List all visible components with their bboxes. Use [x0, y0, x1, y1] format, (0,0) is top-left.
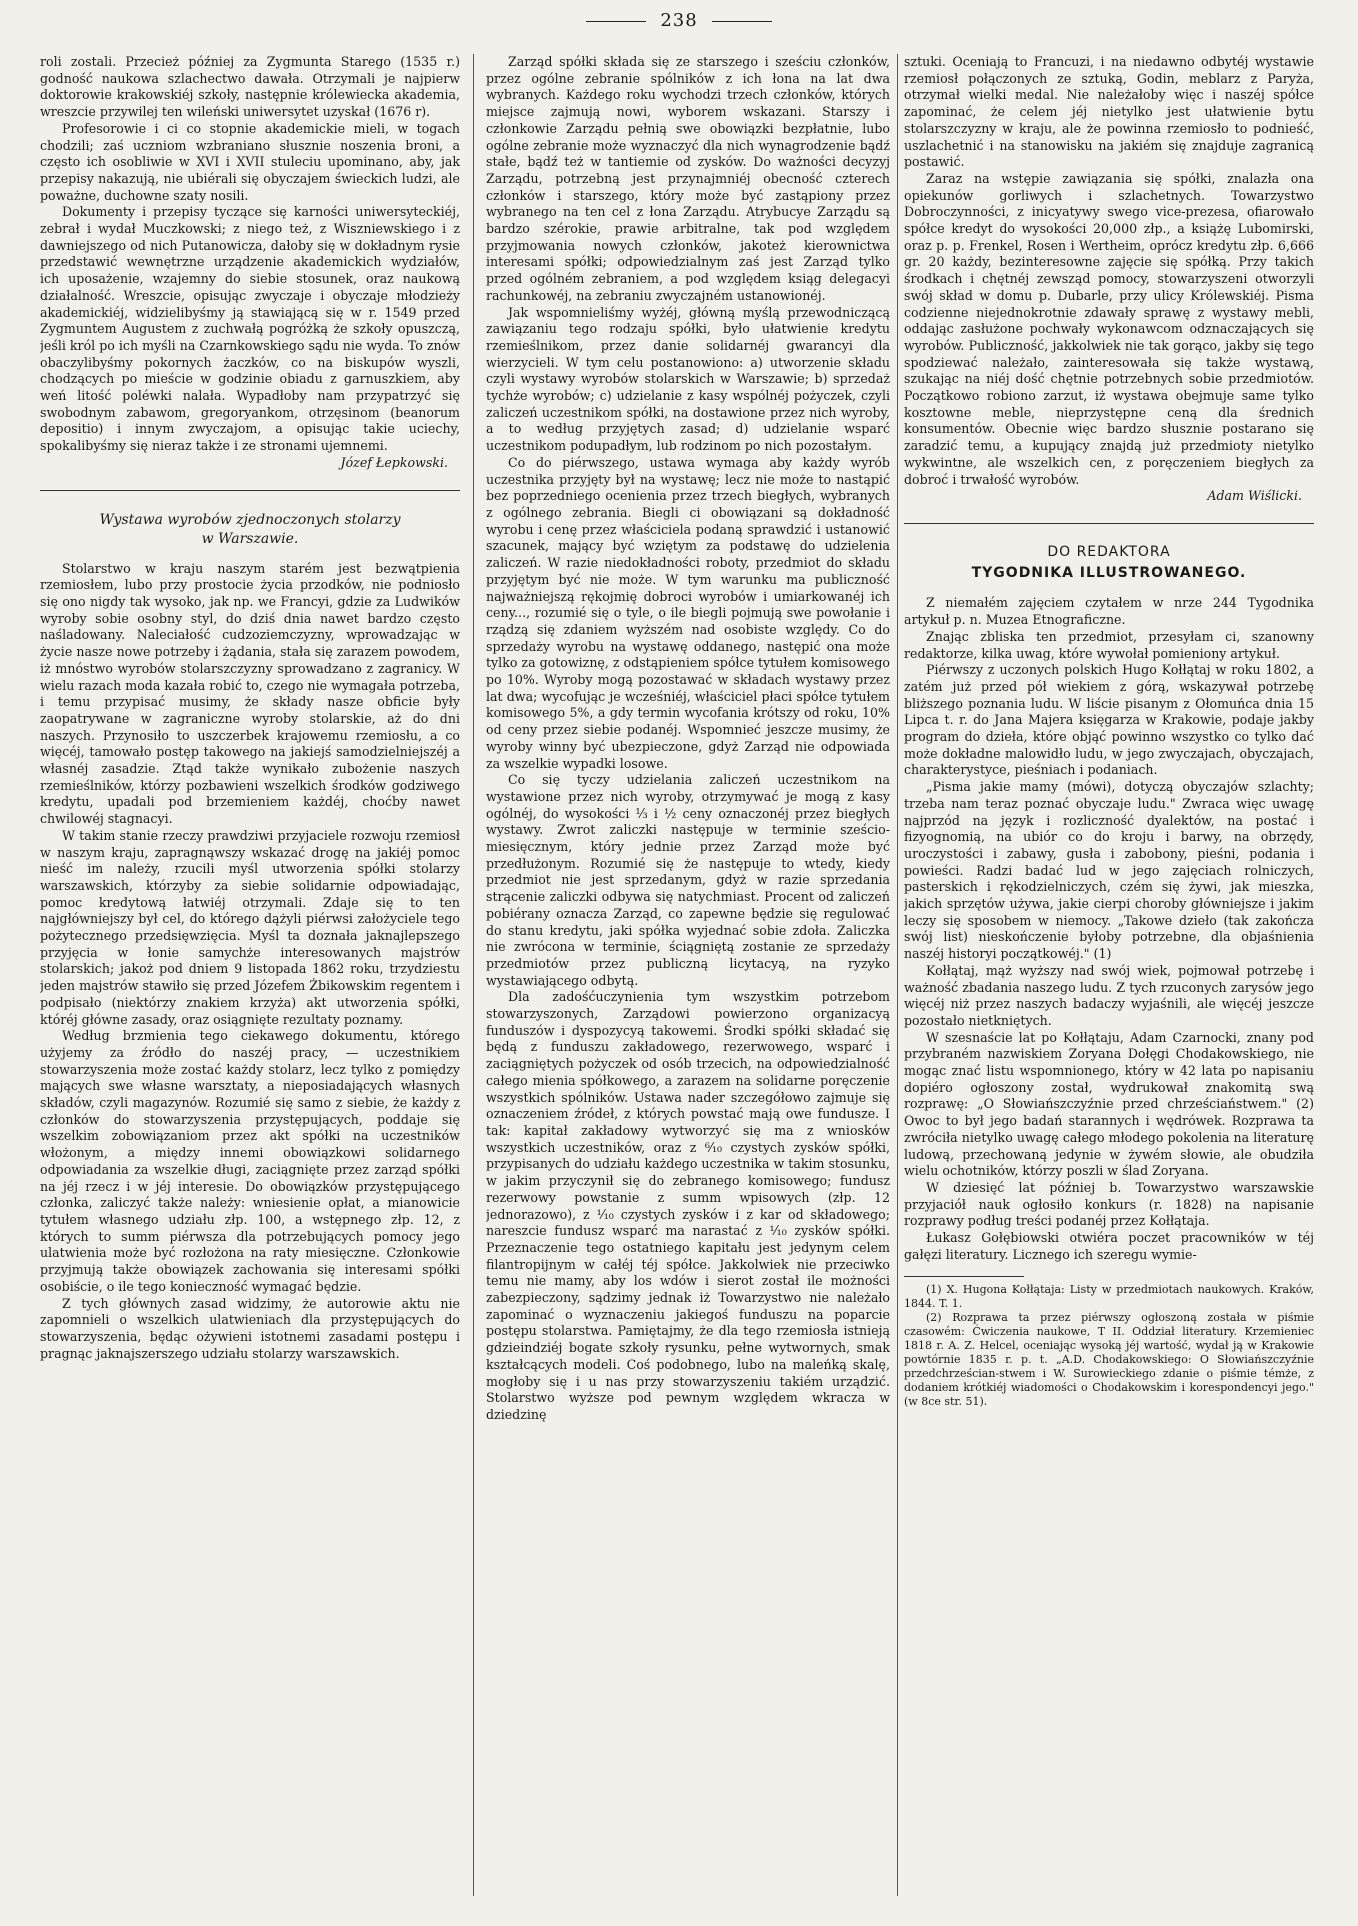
paragraph: Znając zbliska ten przedmiot, przesyłam ci, szanowny redaktorze, kilka uwag, które wywołał pomieniony artykuł. [904, 628, 1314, 661]
column-1 [40, 54, 460, 1906]
page-number [0, 10, 1358, 31]
paragraph: Profesorowie i ci co stopnie akademickie mieli, w togach chodzili; zaś uczniom wzbraniano słusznie noszenia broni, a często ich osobliwie w XVI i XVII stuleciu upominano, aby, jak przepisy nakazują, nie ubiérali się obyczajem świeckich ludzi, ale poważne, duchowne szaty nosili. [40, 120, 460, 203]
paragraph: Z tych głównych zasad widzimy, że autorowie aktu nie zapomnieli o wszelkich ulatwieniach dla przystępujących do stowarzyszenia, będąc ożywieni istotnemi zasadami postępu i pragnąc jaknajszerszego udziału stolarzy warszawskich. [40, 1295, 460, 1361]
signature-lepkowski: Józef Łepkowski. [340, 454, 448, 470]
section-divider [904, 523, 1314, 524]
paragraph: W takim stanie rzeczy prawdziwi przyjaciele rozwoju rzemiosł w naszym kraju, zapragnąwszy wskazać drogę na jakiéj pomoc nieść im należy, rzucili myśl utworzenia spółki stolarzy warszawskich, którzyby za siebie solidarnie odpowiadając, pomoc kredytową łatwiéj otrzymali. Zdaje się to ten najgłówniejszy był cel, do którego dążyli piérwsi założyciele tego pożytecznego przedsięwzięcia. Myśl ta doznała jaknajlepszego przyjęcia w łonie samychże interesowanych majstrów stolarskich; jakoż pod dniem 9 listopada 1862 roku, trzydziestu jeden majstrów stawiło się przed Józefem Żbikowskim regentem i podpisało (niektórzy znakiem krzyża) akt utworzenia spółki, któréj główne zasady, oraz osiągnięte rezultaty poznamy. [40, 827, 460, 1027]
column-2 [486, 54, 890, 1906]
column-divider [473, 54, 474, 1896]
signature-wislicki: Adam Wiślicki. [1207, 488, 1302, 504]
letter-heading: DO REDAKTORA [1047, 543, 1171, 560]
paragraph: Kołłątaj, mąż wyższy nad swój wiek, pojmował potrzebę i ważność zbadania naszego ludu. Z tych rzuconych zarysów jego więcéj niż przez naszych badaczy wyjaśnili, ale więcéj jeszcze pozostało nietkniętych. [904, 962, 1314, 1028]
paragraph: Z niemałém zajęciem czytałem w nrze 244 Tygodnika artykuł p. n. Muzea Etnograficzne. [904, 595, 1314, 628]
paragraph: Dla zadośćuczynienia tym wszystkim potrzebom stowarzyszonych, Zarządowi powierzono organizacyą funduszów i dyspozycyą takowemi. Środki spółki składać się będą z funduszu zakładowego, rezerwowego, wsparć i zaciągniętych pożyczek od osób trzecich, na odpowiedzialność całego mienia spółkowego, a zarazem na solidarne poręczenie wszystkich spólników. Ustawa nader szczegółowo zajmuje się oznaczeniem źródeł, z których powstać mają owe fundusze. I tak: kapitał zakładowy wytworzyć się ma z wniosków wszystkich uczestników, oraz z ⁶⁄₁₀ czystych zysków spółki, przypisanych do udziału każdego uczestnika w takim stosunku, w jakim przyczynił się do zebranego komisowego; fundusz rezerwowy powstanie z summ wpisowych (złp. 12 jednorazowo), z ¹⁄₁₀ czystych zysków i z kar od składowego; nareszcie fundusz wsparć ma narastać z ¹⁄₁₀ zysków spółki. Przeznaczenie tego ostatniego kapitału jest jedynym celem filantropijnym w całéj téj spółce. Jakkolwiek nie przeciwko temu nie mamy, aby los wdów i sierot został ile możności zabezpieczony, sądzimy jednak iż Towarzystwo nie należało zapominać o wyznaczeniu jakiegoś funduszu na poparcie postępu stolarstwa. Pamiętajmy, że dla tego rzemiosła istnieją gdzieindziéj bogate szkoły rysunku, pełne wytwornych, smak kształcących modeli. Coś podobnego, lubo na maleńką skalę, mogłoby się i u nas przy stowarzyszeniu takiém urządzić. Stolarstwo wyższe pod pewnym względem wkracza w dziedzinę [486, 989, 890, 1422]
paragraph: W szesnaście lat po Kołłątaju, Adam Czarnocki, znany pod przybraném nazwiskiem Zoryana Dołęgi Chodakowskiego, nie mogąc znać listu wspomnionego, który w 42 lata po napisaniu dopiéro ogłoszony został, wydrukował znakomitą swą rozprawę: „O Słowiańszczyźnie przed chrześciaństwem." (2) Owoc to był jego badań starannych i wędrówek. Rozprawa ta zwróciła nietylko uwagę całego młodego pokolenia na literaturę ludową, przechowaną jedynie w żywém słowie, ale obudziła wielu ochotników, którzy poszli w ślad Zoryana. [904, 1029, 1314, 1179]
column-divider [897, 54, 898, 1896]
article-title-line: w Warszawie. [201, 530, 299, 547]
footnote: (1) X. Hugona Kołłątaja: Listy w przedmiotach naukowych. Kraków, 1844. T. 1. [904, 1282, 1314, 1310]
footnote-divider [904, 1276, 1024, 1277]
section-divider [40, 490, 460, 491]
page-number-rule-right [712, 21, 772, 22]
article-title [40, 511, 460, 549]
footnote: (2) Rozprawa ta przez piérwszy ogłoszoną została w piśmie czasowém: Ćwiczenia naukowe, T II. Oddział literatury. Krzemieniec 1818 r. A. Z. Helcel, oceniając wysoką jéj wartość, wydał ją w Krakowie powtórnie 1835 r. p. t. „A.D. Chodakowskiego: O Słowiańszczyźnie przedchrześcian-stwem i W. Surowieckiego zdanie o piśmie témże, z dodaniem krótkiéj wiadomości o Chodakowskim i korespondencyi jego." (w 8ce str. 51). [904, 1310, 1314, 1408]
paragraph: Co się tyczy udzielania zaliczeń uczestnikom na wystawione przez nich wyroby, otrzymywać je mogą z kasy ogólnéj, do wysokości ⅓ i ½ ceny oznaczonéj przez biegłych wystawy. Zwrot zaliczki następuje w terminie sześcio-miesięcznym, który jednie przez Zarząd może być przedłużonym. Rozumié się że następuje to wtedy, kiedy przedmiot nie jest sprzedanym, gdyż w razie sprzedania strącenie zaliczki odbywa się natychmiast. Procent od zaliczeń pobiérany oznacza Zarząd, co zapewne będzie się regulować do stanu kredytu, jaki spółka wyjednać sobie zdoła. Zaliczka nie zwrócona w terminie, ściągniętą zostanie ze sprzedaży przedmiotów przez publiczną licytacyą, na ryzyko wystawiającego odbytą. [486, 772, 890, 988]
paragraph: Dokumenty i przepisy tyczące się karności uniwersyteckiéj, zebrał i wydał Muczkowski; z niego też, z Wiszniewskiego i z dawniejszego od nich Putanowicza, dałoby się w dokładnym rysie przedstawić wewnętrzne urządzenie akademickich wydziałów, ich uposażenie, wzajemny do siebie stosunek, oraz naukową działalność. Wreszcie, opisując zwyczaje i obyczaje młodzieży akademickiéj, widzielibyśmy ją stawiającą się w r. 1549 przed Zygmuntem Augustem z zuchwałą pogróżką że szkoły opuszczą, jeśli król po ich myśli na Czarnkowskiego sądu nie wyda. To znów obaczylibyśmy pokornych żaczków, co na biskupów wyszli, chodzących po mieście w godzinie obiadu z garnuszkiem, aby weń litość poléwki nalała. Wypadłoby nam przypatrzyć się swobodnym zabawom, gregoryankom, otrzęsinom (beanorum depositio) i innym zwyczajom, a opisując takie uciechy, spokalibyśmy się nieraz także i ze stronami ujemnemi. [40, 204, 460, 454]
page-number-text: 238 [660, 10, 698, 31]
paragraph: Jak wspomnieliśmy wyżéj, główną myślą przewodniczącą zawiązaniu tego rodzaju spółki, było ułatwienie kredytu rzemieślnikom, przez danie solidarnéj gwarancyi dla wierzycieli. W tym celu postanowiono: a) utworzenie składu czyli wystawy wyrobów stolarskich w Warszawie; b) sprzedaż tychże wyrobów; c) udzielanie z kasy wspólnéj pożyczek, czyli zaliczeń uczestnikom spółki, na dostawione przez nich wyroby, a to według przyjętych zasad; d) udzielanie wsparć uczestnikom podupadłym, lub rodzinom po nich pozostałym. [486, 304, 890, 454]
column-3 [904, 54, 1314, 1906]
paragraph: Łukasz Gołębiowski otwiéra poczet pracowników w téj gałęzi literatury. Licznego ich szeregu wymie- [904, 1230, 1314, 1262]
paragraph: Zarząd spółki składa się ze starszego i sześciu członków, przez ogólne zebranie spólników z ich łona na lat dwa wybranych. Każdego roku wychodzi trzech członków, których miejsce zajmują nowi, wyborem wskazani. Starszy i członkowie Zarządu pełnią swe obowiązki bezpłatnie, lubo ogólne zebranie może wyznaczyć dla nich wynagrodzenie bądź stałe, bądź też w tantiemie od zysków. Do ważności decyzyj Zarządu, potrzebną jest przynajmniéj obecność czterech członków i starszego, który może być zastąpiony przez wybranego na ten cel z łona Zarządu. Atrybucye Zarządu są bardzo szérokie, prawie arbitralne, tak pod względem przyjmowania nowych członków, jakoteż kierownictwa interesami spółki; odpowiedzialnym zaś jest Zarząd tylko przed ogólném zebraniem, a pod względem ksiąg delegacyi rachunkowéj, na zebraniu zwyczajném ustanowionéj. [486, 54, 890, 303]
page-number-rule-left [586, 21, 646, 22]
paragraph: Zaraz na wstępie zawiązania się spółki, znalazła ona opiekunów gorliwych i szlachetnych. Towarzystwo Dobroczynności, z inicyatywy swego vice-prezesa, ofiarowało spółce kredyt do wysokości 20,000 złp., a książę Lubomirski, oraz p. p. Frenkel, Rosen i Wertheim, oprócz kredytu złp. 6,666 gr. 20 każdy, bezinteresowne zajęcie się spółką. Przy takich środkach i chętnéj zewsząd pomocy, stowarzyszeni otworzyli swój skład w domu p. Dubarle, przy ulicy Królewskiéj. Pisma codzienne niejednokrotnie zdawały sprawę z wystawy mebli, oddając zasłużone pochwały wykonawcom odznaczających się wyrobów. Publiczność, jakkolwiek nie tak gorąco, jakby się tego spodziewać należało, zainteresowała się także wystawą, szukając na niéj dość chętnie potrzebnych sobie przedmiotów. Początkowo robiono zarzut, iż wystawa obejmuje same tylko kosztowne meble, nieprzystępne ceną dla średnich konsumentów. Obecnie więc bardzo słusznie postarano się zaradzić temu, a kupujący znajdą już przedmioty nietylko wykwintne, ale wszelkich cen, z poręczeniem biegłych za dobroć i trwałość wyrobów. [904, 170, 1314, 487]
paragraph: Według brzmienia tego ciekawego dokumentu, którego użyjemy za źródło do naszéj pracy, — uczestnikiem stowarzyszenia może zostać każdy stolarz, lecz tylko z pomiędzy mających swe własne warsztaty, a nieposiadających własnych składów, czyli magazynów. Rozumié się samo z siebie, że każdy z członków do stowarzyszenia przystępujących, poddaje się wszelkim zobowiązaniom przez akt spółki na uczestników włożonym, a między innemi obowiązkowi solidarnego odpowiadania za wszelkie długi, zaciągnięte przez zarząd spółki na jéj rzecz i w jéj interesie. Do obowiązków przystępującego członka, zaliczyć także należy: wniesienie opłat, a mianowicie tytułem własnego udziału złp. 100, a wstępnego złp. 12, z których to summ piérwsza dla potrzebujących pomocy jego ulatwienia może być rozłożona na raty miesięczne. Członkowie przyjmują także obowiązek zachowania się interesami spółki osobiście, o ile tego konieczność wymagać będzie. [40, 1028, 460, 1294]
paragraph: Stolarstwo w kraju naszym starém jest bezwątpienia rzemiosłem, lubo przy prostocie życia przodków, nie podniosło się ono nigdy tak wysoko, jak np. we Francyi, gdzie za Ludwików wyroby sobie osobny styl, do dziś dnia nawet bardzo często naśladowany. Naleciałość cudzoziemczyzny, wprowadzając w życie nasze nowe potrzeby i żądania, stała się zarazem powodem, iż mnóstwo wyrobów stolarszczyzny sprowadzano z zagranicy. W wielu razach moda kazała robić to, czego nie wymagała potrzeba, i temu przypisać musimy, że składy nasze obficie były zaopatrywane w zagraniczne wyroby stolarskie, aż do dni naszych. Przynosiło to uszczerbek krajowemu rzemiosłu, a co więcéj, tamowało postęp takowego na jakiejś samodzielniejszéj a własnéj zasadzie. Ztąd także wynikało zubożenie naszych rzemieślników, którzy pozbawieni wszelkich środków godziwego kredytu, upadali pod brzemieniem każdéj, choćby nawet chwilowéj stagnacyi. [40, 560, 460, 827]
letter-subheading: TYGODNIKA ILLUSTROWANEGO. [971, 564, 1247, 581]
paragraph: W dziesięć lat później b. Towarzystwo warszawskie przyjaciół nauk ogłosiło konkurs (r. 1828) na napisanie rozprawy podług treści podanéj przez Kołłątaja. [904, 1180, 1314, 1229]
paragraph: Piérwszy z uczonych polskich Hugo Kołłątaj w roku 1802, a zatém już przed pół wiekiem z górą, wskazywał potrzebę bliższego poznania ludu. W liście pisanym z Ołomuńca dnia 15 Lipca t. r. do Jana Majera księgarza w Krakowie, podaje jakby program do dzieła, które objąć powinno wszystko co tylko dać może dokładne malowidło ludu, w jego zwyczajach, obyczajach, charakterystyce, pieśniach i podaniach. [904, 662, 1314, 778]
article-title-line: Wystawa wyrobów zjednoczonych stolarzy [99, 511, 401, 528]
paragraph: Co do piérwszego, ustawa wymaga aby każdy wyrób uczestnika przyjęty był na wystawę; lecz nie może to nastąpić bez poprzedniego ocenienia przez trzech biegłych, wybranych z ogólnego zebrania. Biegli ci obowiązani są dokładność wyrobu i cenę przez właściciela podaną sprawdzić i ustanowić szacunek, mający być wziętym za podstawę do udzielenia zaliczeń. W razie niedokładności roboty, przedmiot do składu przyjętym być nie może. W tym warunku ma publiczność najważniejszą rękojmię dobroci wyrobów i umiarkowanéj ich ceny..., rozumié się o tyle, o ile biegli pojmują swe powołanie i rządzą się zdaniem wyższém nad osobiste względy. Co do sprzedaży wyrobu na wystawę oddanego, następić ona może tylko za gotowiznę, z odstąpieniem spółce tytułem komisowego po 10%. Wyroby mogą pozostawać w składach wystawy przez lat dwa; wycofując je wcześniéj, właściciel płaci spółce tytułem komisowego 5%, a gdy termin wycofania krótszy od roku, 10% od ceny przez siebie podanéj. Wspomnieć jeszcze musimy, że wyroby winny być ubezpieczone, gdyż Zarząd nie odpowiada za wszelkie wypadki losowe. [486, 454, 890, 771]
paragraph: roli zostali. Przecież później za Zygmunta Starego (1535 r.) godność naukowa szlachectwo dawała. Otrzymali je najpierw doktorowie krakowskiéj szkoły, następnie królewiecka akademia, wreszcie przywilej ten wileński uniwersytet uzyskał (1676 r). [40, 54, 460, 120]
paragraph: „Pisma jakie mamy (mówi), dotyczą obyczajów szlachty; trzeba nam teraz poznać obyczaje ludu." Zwraca więc uwagę najprzód na język i rozliczność dyalektów, na postać i fizyognomią, na ubiór co do kroju i barwy, na obrzędy, uroczystości i zabawy, gusła i zabobony, pieśni, podania i powieści. Radzi badać lud w jego zajęciach rolniczych, pasterskich i rękodzielniczych, czém się żywi, jak mieszka, jakich sprzętów używa, jakie cierpi choroby główniejsze i jakim leczy się sposobem w niemocy. „Takowe dzieło (tak zakończa swój list) nieskończenie byłoby potrzebne, dla objaśnienia naszéj historyi początkowéj." (1) [904, 779, 1314, 962]
paragraph: sztuki. Oceniają to Francuzi, i na niedawno odbytéj wystawie rzemiosł połączonych ze sztuką, Godin, meblarz z Paryża, otrzymał wielki medal. Nie należałoby więc i naszéj spółce zapominać, że celem jéj nietylko jest ułatwienie bytu stolarszczyzny w kraju, ale że powinna rzemiosło to podnieść, uszlachetnić i na stanowisku na jakiém się znajduje zagranicą postawić. [904, 54, 1314, 170]
